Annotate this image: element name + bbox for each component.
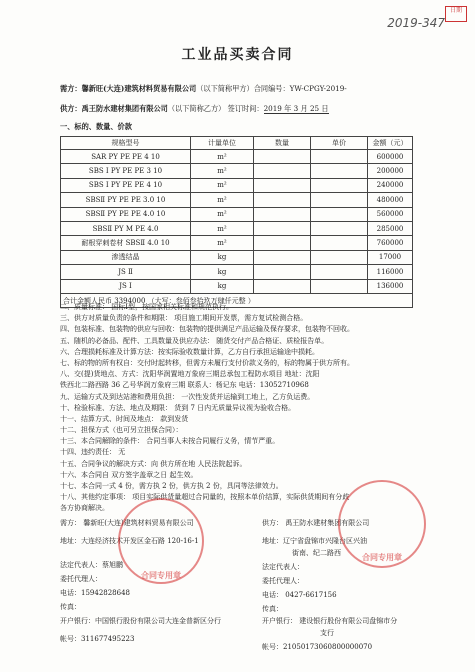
seller-sign-phone: 电话： 0427-6617156 [262, 591, 337, 599]
seller-suffix: （以下简称乙方） 签订时间： [167, 104, 264, 113]
cell-price [311, 250, 368, 264]
table-row [61, 236, 413, 250]
table-row [61, 207, 413, 221]
cell-amount: 240000 [368, 178, 413, 192]
term-line: 十三、本合同解除的条件： 合同当事人未按合同履行义务，情节严重。 [60, 437, 280, 446]
col-price: 单价 [311, 137, 368, 150]
term-line: 十四、违约责任： 无 [60, 448, 126, 457]
cell-qty [254, 265, 311, 279]
buyer-contract-seal: 合同专用章 [118, 498, 204, 584]
cell-amount: 560000 [368, 207, 413, 221]
table-row [61, 279, 413, 293]
buyer-sign-address: 地址：大连经济技术开发区金石路 120-16-1 [60, 537, 199, 545]
cell-spec: SBSⅡ PY PE PE 3.0 10 [61, 193, 191, 207]
cell-amount: 480000 [368, 193, 413, 207]
goods-table [60, 136, 413, 308]
seller-sign-address-1: 地址：辽宁省盘锦市兴隆台区兴油 [262, 537, 367, 545]
table-row [61, 178, 413, 192]
cell-unit: kg [191, 250, 254, 264]
cell-price [311, 279, 368, 293]
seller-sign-rep: 法定代表人： [262, 563, 304, 571]
term-line: 九、运输方式及到达站港和费用负担： 一次性发货并运输到工地上，乙方负运费。 [60, 392, 315, 401]
buyer-sign-account: 帐号：311677495223 [60, 635, 135, 643]
seller-name: 禹王防水建材集团有限公司 [81, 104, 168, 113]
col-amount: 金额（元） [368, 137, 413, 150]
cell-amount: 760000 [368, 236, 413, 250]
seller-sign-bank-1: 开户银行： 建设银行股份有限公司盘锦市分 [262, 617, 398, 625]
buyer-sign-rep: 法定代表人：蔡旭鹏 [60, 561, 123, 569]
cell-qty [254, 193, 311, 207]
cell-qty [254, 207, 311, 221]
table-row [61, 193, 413, 207]
section-1-heading: 一、标的、数量、价款 [60, 122, 132, 131]
seller-sign-account: 帐号：21050173060800000070 [262, 643, 373, 651]
buyer-line [60, 84, 347, 94]
seller-sign-bank-2: 支行 [320, 629, 334, 637]
term-line: 各方协商解决。 [60, 504, 109, 513]
cell-amount: 600000 [368, 150, 413, 164]
cell-price [311, 178, 368, 192]
cell-amount: 116000 [368, 265, 413, 279]
cell-qty [254, 178, 311, 192]
cell-unit: m² [191, 207, 254, 221]
term-line: 六、合理损耗标准及计算方法：按实际验收数量计算，乙方自行承担运输途中损耗。 [60, 347, 319, 356]
cell-price [311, 207, 368, 221]
cell-qty [254, 250, 311, 264]
col-qty: 数量 [254, 137, 311, 150]
cell-unit: kg [191, 279, 254, 293]
cell-qty [254, 150, 311, 164]
cell-unit: m² [191, 193, 254, 207]
cell-spec: SBSⅡ PY PE PE 4.0 10 [61, 207, 191, 221]
table-row [61, 265, 413, 279]
cell-price [311, 221, 368, 235]
buyer-name: 馨新旺(大连)建筑材料贸易有限公司 [81, 84, 197, 93]
cell-qty [254, 279, 311, 293]
cell-spec: SBS Ⅰ PY PE PE 3 10 [61, 164, 191, 178]
buyer-suffix: （以下简称甲方）合同编号：YW-CPGY-2019- [196, 84, 347, 93]
cell-spec: JS Ⅰ [61, 279, 191, 293]
term-line: 十七、本合同一式 4 份，需方执 2 份，供方执 2 份，具同等法律效力。 [60, 482, 283, 490]
term-line: 五、随机的必备品、配件、工具数量及供应办法： 随货交付产品合格证、质检报告单。 [60, 336, 329, 345]
table-row [61, 250, 413, 264]
seller-label: 供方： [60, 104, 82, 113]
cell-unit: m² [191, 178, 254, 192]
cell-amount: 285000 [368, 221, 413, 235]
term-line: 二、质量标准： 国标Ⅰ型，按国家相关标准和规范执行。 [60, 303, 233, 311]
table-row [61, 221, 413, 235]
seller-sign-agent: 委托代理人： [262, 577, 304, 585]
cell-unit: kg [191, 265, 254, 279]
cell-spec: SBSⅡ PY M PE 4.0 [61, 221, 191, 235]
cell-unit: m² [191, 236, 254, 250]
col-unit: 计量单位 [191, 137, 254, 150]
cell-unit: m² [191, 221, 254, 235]
contract-terms [60, 302, 415, 515]
cell-spec: 渗透结晶 [61, 250, 191, 264]
cell-amount: 136000 [368, 279, 413, 293]
corner-stamp: 日期 [445, 6, 467, 22]
cell-unit: m² [191, 150, 254, 164]
buyer-sign-agent: 委托代理人： [60, 575, 102, 583]
cell-qty [254, 236, 311, 250]
table-header-row [61, 137, 413, 150]
buyer-label: 需方： [60, 84, 82, 93]
cell-unit: m² [191, 164, 254, 178]
seller-sign-unit: 供方： 禹王防水建材集团有限公司 [262, 519, 370, 527]
seller-sign-fax: 传真： [262, 605, 283, 613]
cell-amount: 200000 [368, 164, 413, 178]
cell-price [311, 164, 368, 178]
buyer-sign-phone: 电话：15942828648 [60, 589, 130, 597]
term-line: 十、检验标准、方法、地点及期限： 货到 7 日内无质量异议视为验收合格。 [60, 403, 296, 412]
term-line: 十二、担保方式（也可另立担保合同）： [60, 426, 183, 435]
term-line: 四、包装标准、包装物的供应与回收：包装物的提供满足产品运输及保存要求，包装物不回收。 [60, 325, 354, 334]
term-line: 十一、结算方式、时间及地点： 款到发货 [60, 414, 189, 423]
cell-price [311, 236, 368, 250]
cell-amount: 17000 [368, 250, 413, 264]
cell-spec: SAR PY PE PE 4 10 [61, 150, 191, 164]
seller-sign-address-2: 街南、纪二路西 [292, 549, 341, 557]
cell-spec: 耐根穿刺卷材 SBSⅡ 4.0 10 [61, 236, 191, 250]
term-line: 十六、本合同自 双方签字盖章之日 起生效。 [60, 470, 198, 479]
seller-line [60, 104, 329, 114]
col-spec: 规格型号 [61, 137, 191, 150]
table-row [61, 150, 413, 164]
term-line: 铁西北二路西路 36 乙号华润万象府三期 联系人：杨记东 电话：13052710968 [60, 381, 309, 390]
cell-price [311, 193, 368, 207]
buyer-sign-bank: 开户银行：中国银行股份有限公司大连金普新区分行 [60, 617, 221, 625]
term-line: 十八、其他约定事项： 项目实际供货量超过合同量的，按照本单价结算，实际供货期间有分歧 [60, 493, 350, 502]
seller-contract-seal: 合同专用章 [338, 480, 426, 568]
term-line: 八、交(提)货地点、方式：沈阳华润置地万象府三期总承包工程防水项目 地址：沈阳 [60, 370, 320, 379]
cell-qty [254, 164, 311, 178]
term-line: 七、标的物的所有权自：交付时起转移，但需方未履行支付价款义务的，标的物属于供方所有。 [60, 358, 354, 367]
cell-spec: SBS Ⅰ PY PE PE 4 10 [61, 178, 191, 192]
buyer-sign-unit: 需方： 馨新旺(大连)建筑材料贸易有限公司 [60, 519, 194, 527]
page-title: 工业品买卖合同 [181, 47, 294, 63]
cell-spec: JS Ⅱ [61, 265, 191, 279]
cell-qty [254, 221, 311, 235]
sign-date: 2019 年 3 月 25 日 [263, 104, 329, 113]
term-line: 三、供方对质量负责的条件和期限： 项目施工期间开发票，需方复试检测合格。 [60, 314, 308, 323]
handwritten-number: 2019-347 [387, 16, 445, 30]
table-row [61, 164, 413, 178]
buyer-sign-fax: 传真： [60, 603, 81, 611]
total-amount: 合计金额人民币 3394000 （大写：叁佰叁拾玖万肆仟元整 ） [61, 293, 413, 307]
cell-price [311, 150, 368, 164]
term-line: 十五、合同争议的解决方式：向 供方所在地 人民法院起诉。 [60, 459, 247, 468]
cell-price [311, 265, 368, 279]
